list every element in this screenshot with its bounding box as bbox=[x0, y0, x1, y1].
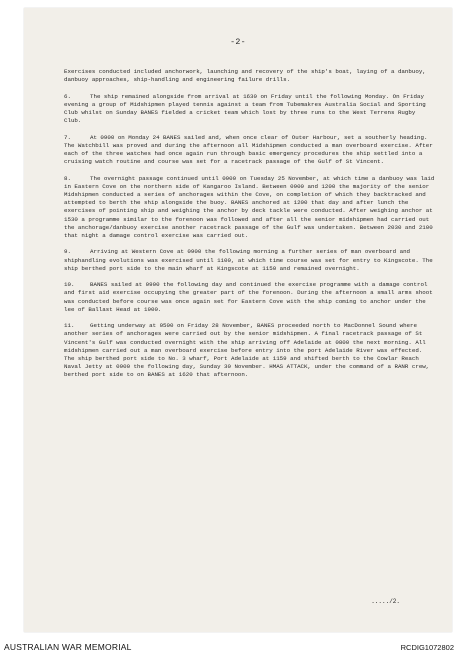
paragraph bbox=[64, 281, 436, 314]
document-sheet bbox=[24, 8, 452, 632]
paragraph-number: 9. bbox=[64, 248, 71, 256]
paragraph bbox=[64, 248, 436, 273]
paragraph-text: Arriving at Western Cove at 0900 the following morning a further series of man overboard and shiphandling evolutions was exercised until 1100, at which time course was set for entry to Kingscote. The ship berthed port side to the main wharf at Kingscote at 1150 and remained overnight. bbox=[64, 248, 433, 272]
paragraph-text: BANES sailed at 0900 the following day and continued the exercise programme with a damage control and first aid exercise occupying the greater part of the forenoon. During the afternoon a small arms shoot was conducted before course was once again set for Eastern Cove with the ship coming to anchor under the lee of Ballast Head at 1900. bbox=[64, 281, 433, 313]
paragraph-text: The overnight passage continued until 0900 on Tuesday 25 November, at which time a danbuoy was laid in Eastern Cove on the northern side of Kangaroo Island. Between 0900 and 1200 the majority of the senior Midshipmen conducted a series of anchorages within the Cove, on completion of which they backtracked and attempted to berth the ship alongside the buoy. BANES anchored at 1200 that day and after lunch the exercises of pointing ship and weighing the anchor by deck tackle were conducted. After weighing anchor at 1530 a programme similar to the forenoon was followed and after all the senior midshipmen had carried out the anchorage/danbuoy exercise another racetrack passage of the Gulf was undertaken. Between 2030 and 2100 that night a damage control exercise was carried out. bbox=[64, 174, 435, 240]
paragraph-text: Exercises conducted included anchorwork, launching and recovery of the ship's boat, laying of a danbuoy, danbuoy approaches, ship-handling and engineering failure drills. bbox=[64, 68, 426, 84]
page-number: -2- bbox=[230, 38, 246, 47]
document-body bbox=[64, 68, 436, 388]
record-id: RCDIG1072802 bbox=[400, 643, 454, 652]
paragraph-number: 6. bbox=[64, 92, 71, 100]
paragraph-number: 10. bbox=[64, 281, 75, 289]
archive-footer bbox=[0, 636, 460, 666]
paragraph-text: Getting underway at 0500 on Friday 28 November, BANES proceeded north to MacDonnel Sound where another series of anchorages were carried out by the senior midshipmen. A final racetrack passage of St Vincent's Gulf was conducted overnight with the ship arriving off Adelaide at 0800 the next morning. All midshipmen carried out a man overboard exercise before entry into the port Adelaide River was effected. The ship berthed port side to No. 3 wharf, Port Adelaide at 1159 and shifted berth to the Cowlar Reach Naval Jetty at 0900 the following day, Sunday 30 November. HMAS ATTACK, under the command of a RANR crew, berthed port side to on BANES at 1620 that afternoon. bbox=[64, 322, 430, 379]
paragraph bbox=[64, 68, 436, 84]
paragraph-number: 8. bbox=[64, 174, 71, 182]
paragraph-number: 11. bbox=[64, 322, 75, 330]
paragraph bbox=[64, 134, 436, 167]
paragraph-number: 7. bbox=[64, 133, 71, 141]
archive-name: AUSTRALIAN WAR MEMORIAL bbox=[4, 642, 132, 652]
paragraph bbox=[64, 322, 436, 379]
paragraph-text: The ship remained alongside from arrival at 1630 on Friday until the following Monday. On Friday evening a group of Midshipmen played tennis against a team from Tubemakres Australia Social and Sporting Club whilst on Sunday BANES fielded a cricket team which lost by three runs to the West Terrens Rugby Club. bbox=[64, 92, 426, 125]
paragraph bbox=[64, 175, 436, 241]
continuation-marker: ...../2. bbox=[371, 598, 400, 605]
paragraph bbox=[64, 93, 436, 126]
paragraph-text: At 0900 on Monday 24 BANES sailed and, when once clear of Outer Harbour, set a southerly heading. The Watchbill was proved and during the afternoon all Midshipmen conducted a man overboard exercise. After each of the three watches had once again run through basic emergency procedures the ship settled into a cruising watch routine and course was set for a racetrack passage of the Gulf of St Vincent. bbox=[64, 133, 433, 166]
